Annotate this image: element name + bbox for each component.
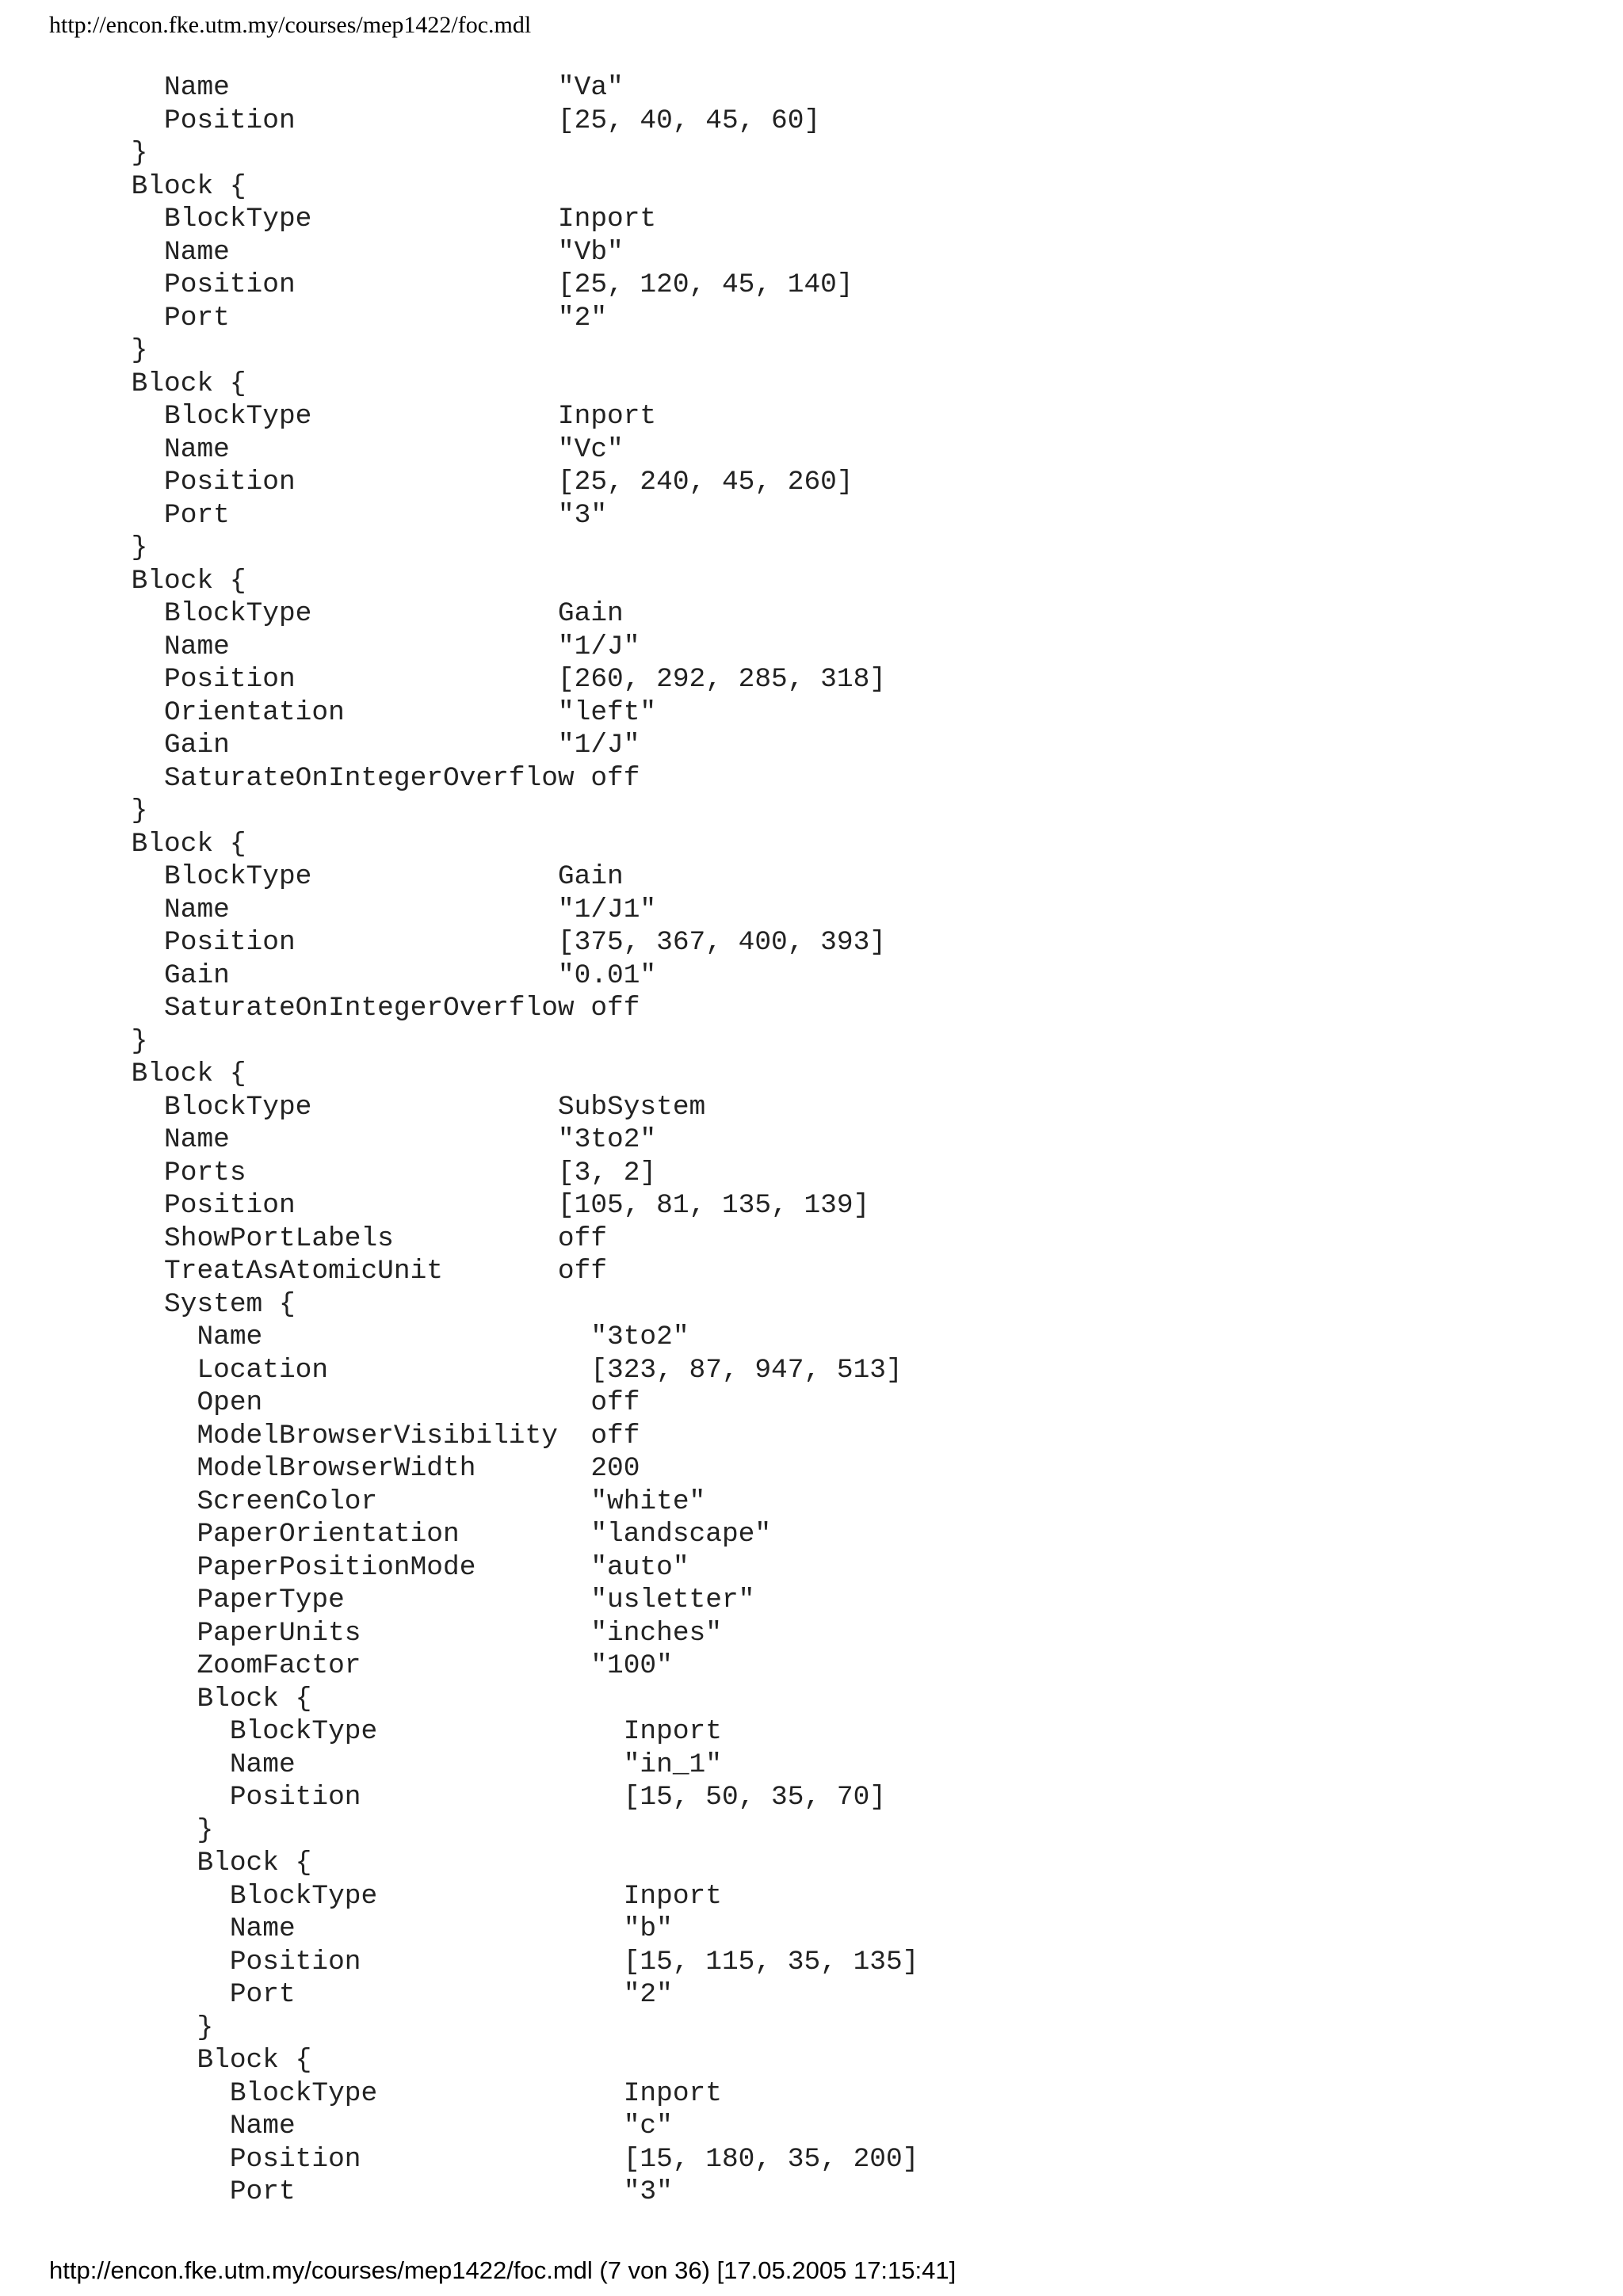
code-line: Gain "1/J" — [0, 730, 640, 761]
code-line: Block { — [0, 368, 246, 399]
code-line: Block { — [0, 2045, 312, 2076]
code-line: } — [0, 1814, 214, 1846]
code-line: PaperOrientation "landscape" — [0, 1519, 772, 1550]
code-line: Orientation "left" — [0, 696, 657, 728]
code-line: BlockType Inport — [0, 1716, 722, 1747]
code-line: Port "2" — [0, 302, 608, 334]
code-line: } — [0, 532, 148, 563]
code-line: System { — [0, 1288, 296, 1320]
code-line: Location [323, 87, 947, 513] — [0, 1354, 903, 1386]
code-line: ModelBrowserVisibility off — [0, 1420, 640, 1451]
page-header-url: http://encon.fke.utm.my/courses/mep1422/foc.mdl — [49, 12, 532, 38]
code-line: Name "3to2" — [0, 1322, 689, 1352]
code-line: PaperPositionMode "auto" — [0, 1551, 689, 1583]
code-line: ModelBrowserWidth 200 — [0, 1453, 640, 1484]
code-line: BlockType Gain — [0, 598, 624, 629]
code-line: Block { — [0, 170, 246, 202]
code-line: Position [25, 120, 45, 140] — [0, 269, 854, 300]
code-line: Position [260, 292, 285, 318] — [0, 664, 886, 695]
code-line: Name "Va" — [0, 72, 624, 103]
code-line: Name "Vb" — [0, 236, 624, 268]
code-line: ScreenColor "white" — [0, 1486, 706, 1517]
code-line: } — [0, 138, 148, 169]
code-line: Name "3to2" — [0, 1124, 657, 1155]
code-line: SaturateOnIntegerOverflow off — [0, 993, 640, 1024]
code-line: BlockType Gain — [0, 861, 624, 892]
code-line: Gain "0.01" — [0, 959, 657, 991]
code-line: Position [375, 367, 400, 393] — [0, 927, 886, 958]
code-line: Position [25, 40, 45, 60] — [0, 105, 821, 136]
code-line: BlockType Inport — [0, 401, 657, 432]
code-line: Port "2" — [0, 1979, 673, 2010]
code-line: Position [15, 180, 35, 200] — [0, 2143, 919, 2175]
code-line: } — [0, 1025, 148, 1057]
code-line: Ports [3, 2] — [0, 1157, 657, 1188]
code-line: Port "3" — [0, 499, 608, 531]
code-line: ShowPortLabels off — [0, 1222, 608, 1254]
code-line: Port "3" — [0, 2176, 673, 2207]
code-line: } — [0, 795, 148, 826]
code-line: Name "in_1" — [0, 1749, 722, 1780]
code-line: Block { — [0, 828, 246, 860]
mdl-code-listing — [0, 71, 918, 2209]
code-line: BlockType Inport — [0, 1880, 722, 1912]
code-line: } — [0, 2012, 214, 2043]
code-line: Name "1/J" — [0, 631, 640, 662]
code-line: PaperUnits "inches" — [0, 1617, 722, 1649]
code-line: Block { — [0, 1058, 246, 1089]
code-line: Name "b" — [0, 1913, 673, 1944]
code-line: Open off — [0, 1387, 640, 1418]
page-footer-url: http://encon.fke.utm.my/courses/mep1422/foc.mdl (7 von 36) [17.05.2005 17:15:41] — [49, 2256, 957, 2284]
code-line: BlockType SubSystem — [0, 1091, 706, 1123]
code-line: ZoomFactor "100" — [0, 1650, 673, 1681]
code-line: BlockType Inport — [0, 2077, 722, 2109]
code-line: BlockType Inport — [0, 204, 657, 235]
code-line: Block { — [0, 1683, 312, 1714]
code-line: Block { — [0, 1848, 312, 1878]
code-line: Name "Vc" — [0, 433, 624, 465]
code-line: Block { — [0, 565, 246, 597]
code-line: PaperType "usletter" — [0, 1585, 755, 1615]
code-line: Name "c" — [0, 2111, 673, 2142]
code-line: Position [15, 115, 35, 135] — [0, 1946, 919, 1978]
code-line: TreatAsAtomicUnit off — [0, 1256, 608, 1287]
code-line: Position [105, 81, 135, 139] — [0, 1190, 870, 1221]
code-line: Position [25, 240, 45, 260] — [0, 467, 854, 498]
code-line: Name "1/J1" — [0, 894, 657, 925]
code-line: } — [0, 335, 148, 366]
code-line: Position [15, 50, 35, 70] — [0, 1782, 886, 1813]
code-line: SaturateOnIntegerOverflow off — [0, 762, 640, 794]
